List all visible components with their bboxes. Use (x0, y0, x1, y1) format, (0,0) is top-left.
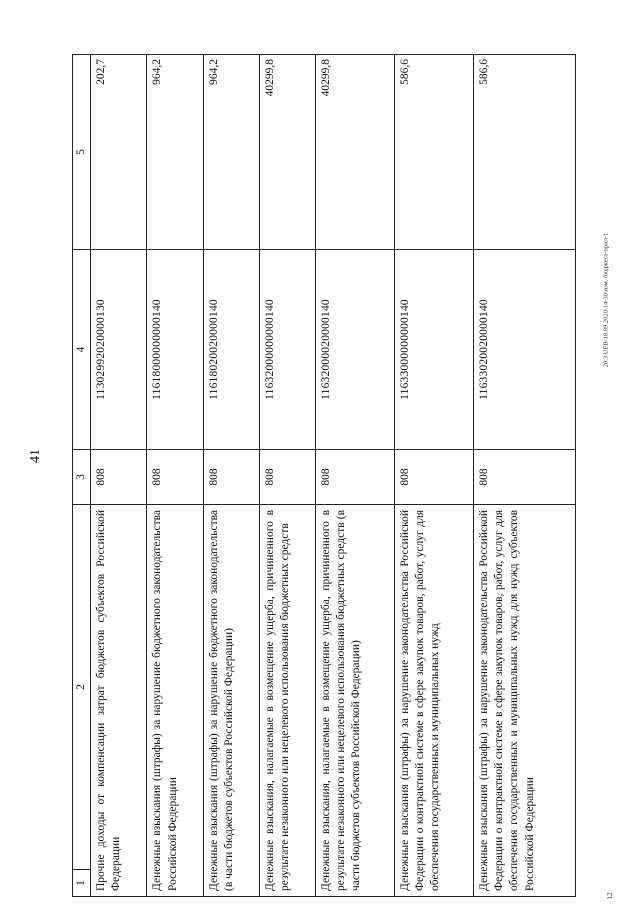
rotated-table-container (72, 55, 576, 897)
row-admin-code: 808 (259, 450, 315, 505)
table-row (203, 55, 259, 897)
header-col-3: 3 (73, 450, 91, 505)
row-amount: 964,2 (203, 55, 259, 250)
row-description: Денежные взыскания (штрафы) за нарушение законодательства Российской Федерации о контрактной системе в сфере закупок товаров, работ, услуг для обеспечения государственных и муниципальных нужд для нужд субъектов Российской Федерации (474, 505, 576, 897)
row-admin-code: 808 (91, 450, 147, 505)
row-description: Денежные взыскания, налагаемые в возмещение ущерба, причиненного в результате незаконного или нецелевого использования бюджетных средств (259, 505, 315, 897)
table-header-row (73, 55, 91, 897)
row-budget-code: 11633000000000140 (395, 250, 474, 450)
row-amount: 964,2 (147, 55, 203, 250)
corner-mark: 12 (606, 892, 614, 900)
row-admin-code: 808 (203, 450, 259, 505)
row-amount: 586,6 (395, 55, 474, 250)
table-row (315, 55, 394, 897)
table-row (395, 55, 474, 897)
header-col-2: 2 (75, 684, 87, 690)
header-columns-1-2 (73, 505, 91, 897)
row-budget-code: 11633020020000140 (474, 250, 576, 450)
row-budget-code: 11302992020000130 (91, 250, 147, 450)
budget-revenue-table (72, 54, 576, 897)
row-admin-code: 808 (147, 450, 203, 505)
row-amount: 40299,8 (315, 55, 394, 250)
row-admin-code: 808 (315, 450, 394, 505)
row-admin-code: 808 (474, 450, 576, 505)
row-amount: 586,6 (474, 55, 576, 250)
table-row (147, 55, 203, 897)
row-amount: 202,7 (91, 55, 147, 250)
row-budget-code: 11632000020000140 (315, 250, 394, 450)
table-row (259, 55, 315, 897)
row-budget-code: 11618020020000140 (203, 250, 259, 450)
header-col-1: 1 (73, 869, 90, 896)
row-budget-code: 11618000000000140 (147, 250, 203, 450)
table-row (474, 55, 576, 897)
row-amount: 40299,8 (259, 55, 315, 250)
table-row (91, 55, 147, 897)
row-admin-code: 808 (395, 450, 474, 505)
row-description: Денежные взыскания (штрафы) за нарушение бюджетного законодательства (в части бюджетов субъектов Российской Федерации) (203, 505, 259, 897)
document-footer-code: 20.3\UEB\18.09.2020\14-30\изм. бюджета-прил-1 (602, 232, 610, 368)
header-col-5: 5 (73, 55, 91, 250)
header-col-4: 4 (73, 250, 91, 450)
row-description: Денежные взыскания (штрафы) за нарушение законодательства Российской Федерации о контрактной системе в сфере закупок товаров, работ, услуг для обеспечения государственных и муниципальных нужд (395, 505, 474, 897)
row-description: Прочие доходы от компенсации затрат бюджетов субъектов Российской Федерации (91, 505, 147, 897)
page-number: 41 (28, 449, 43, 463)
row-description: Денежные взыскания, налагаемые в возмещение ущерба, причиненного в результате незаконного или нецелевого использования бюджетных средств (в части бюджетов субъектов Российской Федерации) (315, 505, 394, 897)
row-description: Денежные взыскания (штрафы) за нарушение бюджетного законодательства Российской Федерации (147, 505, 203, 897)
row-budget-code: 11632000000000140 (259, 250, 315, 450)
